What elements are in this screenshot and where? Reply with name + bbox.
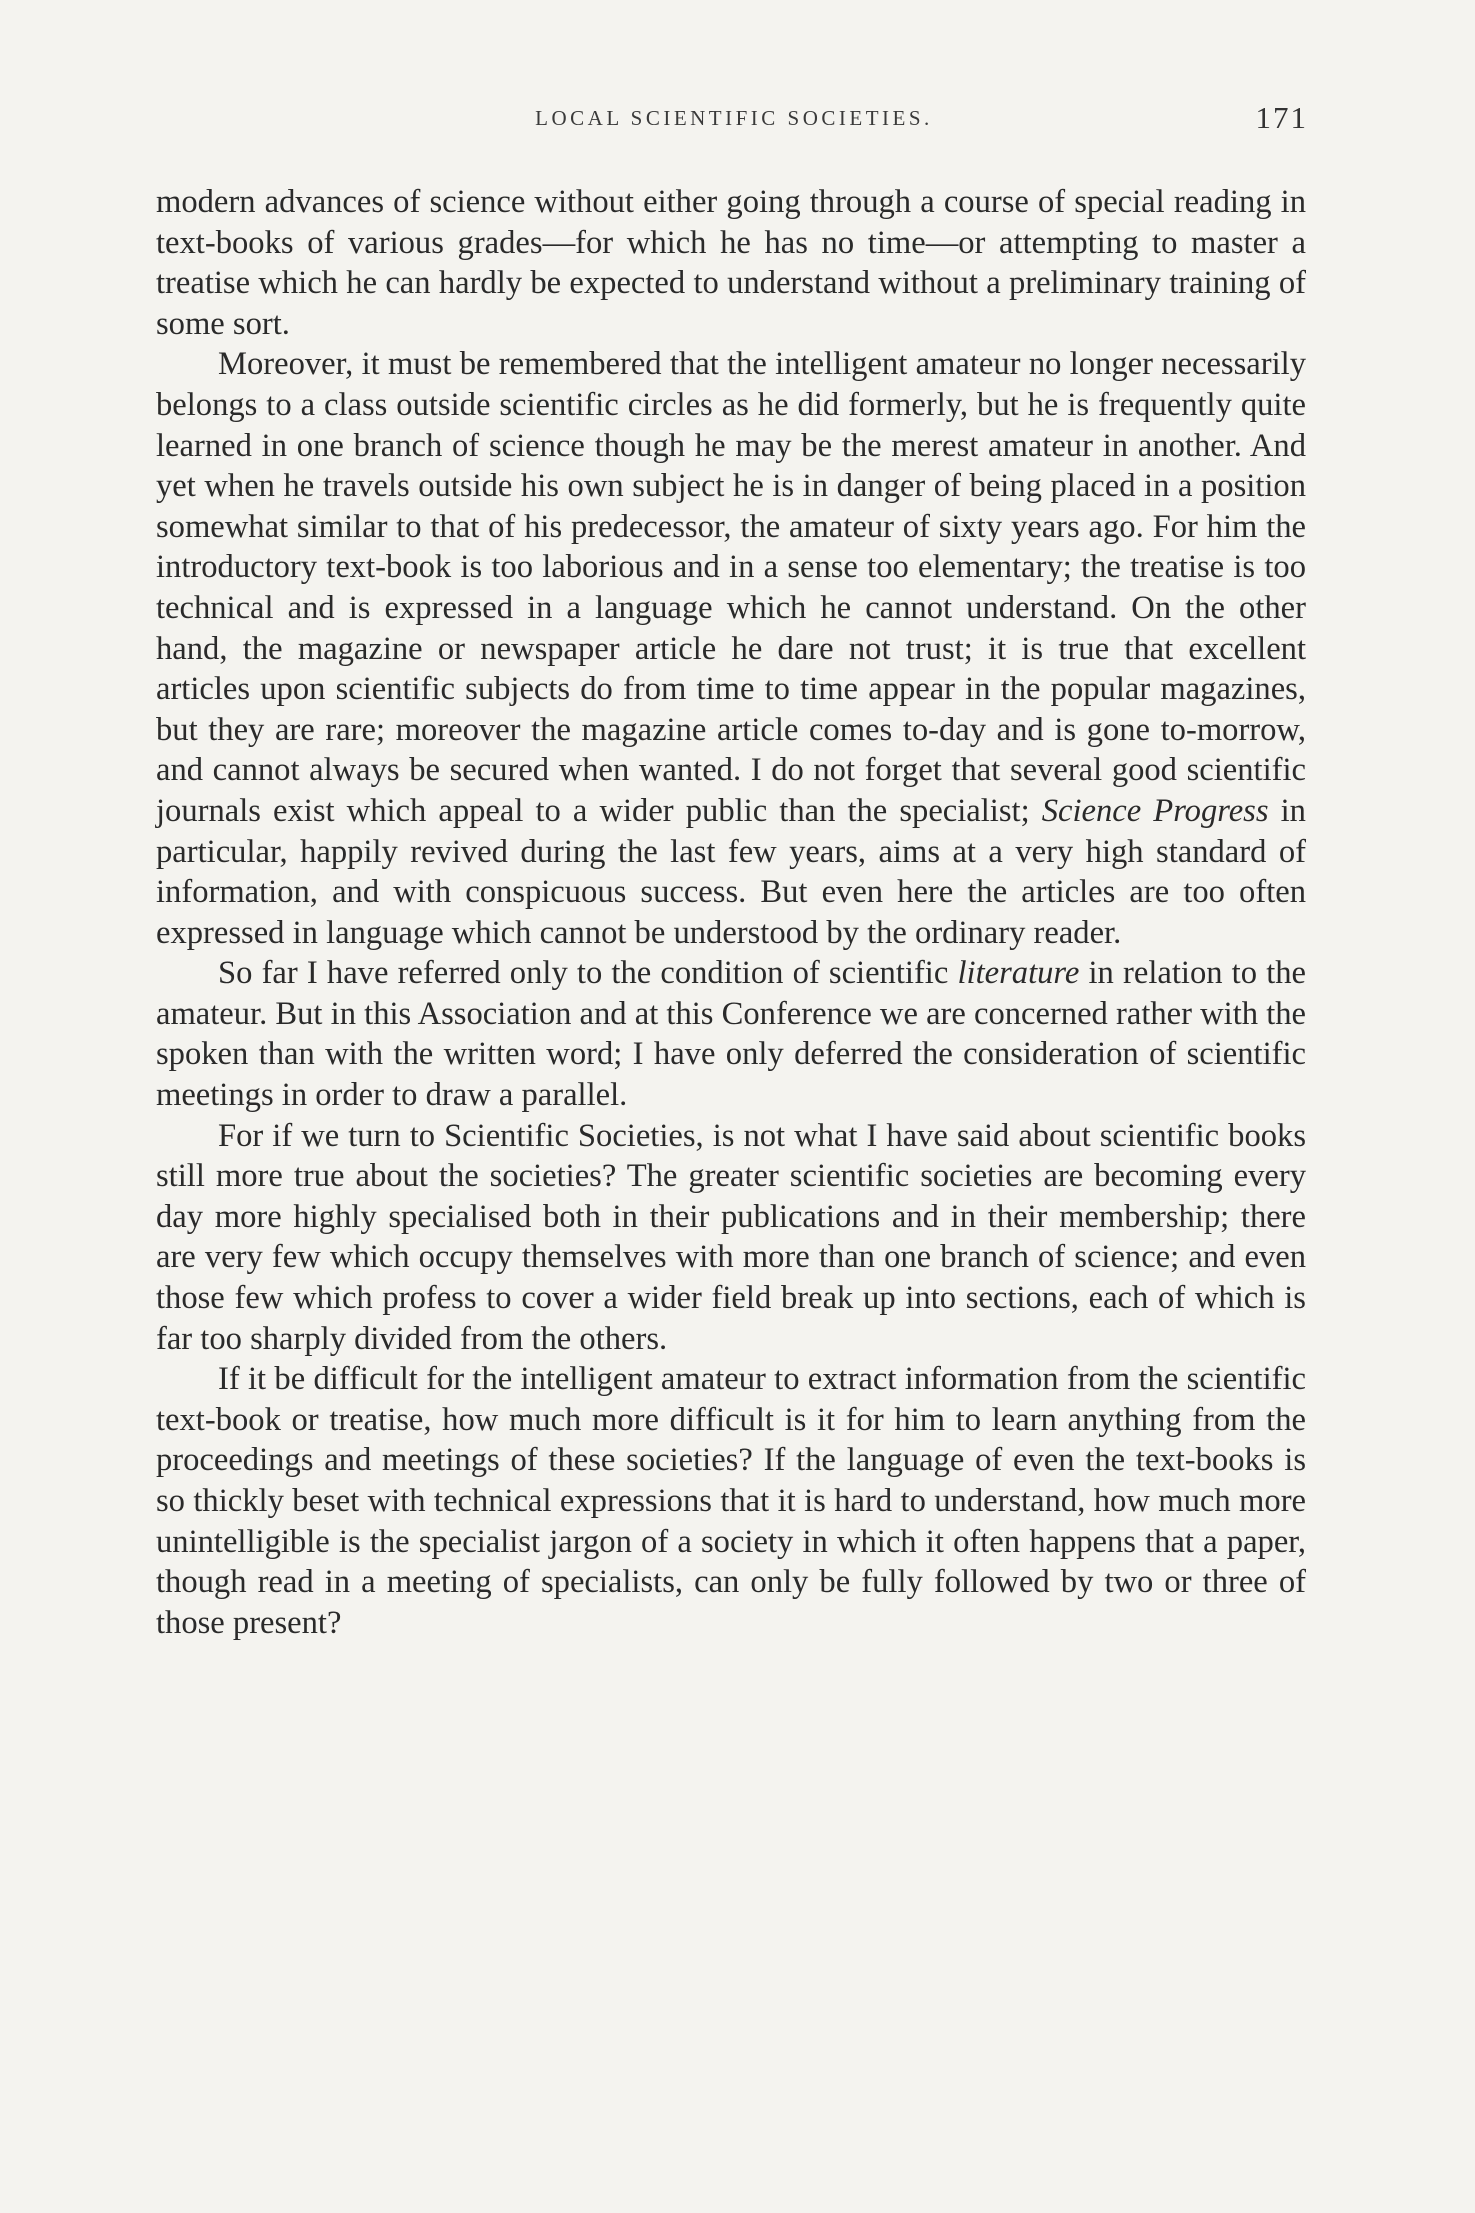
paragraph-difficulty: [156, 1359, 1306, 1643]
paragraph-text: in particular, happily revived during the last few years, aims at a very high standard of information, and with conspicuous success. But even here the articles are too often expressed in language which cannot be understood by the ordinary reader.: [156, 792, 1306, 951]
paragraph-literature: [156, 953, 1306, 1115]
paragraph-amateur: [156, 344, 1306, 953]
page-number: 171: [1255, 100, 1308, 135]
paragraph-text: For if we turn to Scientific Societies, is not what I have said about scientific books still more true about the societies? The greater scientific societies are becoming every day more highly specialised both in their publications and in their membership; there are very few which occupy themselves with more than one branch of science; and even those few which profess to cover a wider field break up into sections, each of which is far too sharply divided from the others.: [156, 1117, 1306, 1357]
paragraph-societies: [156, 1116, 1306, 1360]
body-text: [156, 182, 1306, 1643]
paragraph-text: Moreover, it must be remembered that the intelligent amateur no longer necessarily belongs to a class outside scientific circles as he did formerly, but he is frequently quite learned in one branch of science though he may be the merest amateur in another. And yet when he travels outside his own subject he is in danger of being placed in a position somewhat similar to that of his predecessor, the amateur of sixty years ago. For him the introductory text-book is too laborious and in a sense too elementary; the treatise is too technical and is expressed in a language which he cannot understand. On the other hand, the magazine or newspaper article he dare not trust; it is true that excellent articles upon scientific subjects do from time to time appear in the popular magazines, but they are rare; moreover the magazine article comes to-day and is gone to-morrow, and cannot always be secured when wanted. I do not forget that several good scientific journals exist which appeal to a wider public than the specialist;: [156, 346, 1306, 829]
paragraph-continuation: [156, 182, 1306, 344]
paragraph-text: If it be difficult for the intelligent amateur to extract information from the scientific text-book or treatise, how much more difficult is it for him to learn anything from the proceedings and meetings of these societies? If the language of even the text-books is so thickly beset with technical expressions that it is hard to understand, how much more unintelligible is the specialist jargon of a society in which it often happens that a paper, though read in a meeting of specialists, can only be fully followed by two or three of those present?: [156, 1361, 1306, 1641]
running-head: [160, 100, 1308, 140]
paragraph-text: So far I have referred only to the condition of scientific: [218, 955, 958, 992]
journal-title: Science Progress: [1041, 792, 1269, 829]
paragraph-text: in relation to the amateur. But in this Association and at this Conference we are concerned rather with the spoken than with the written word; I have only deferred the consideration of scientific meetings in order to draw a parallel.: [156, 955, 1306, 1114]
emphasis-literature: literature: [957, 955, 1080, 992]
paragraph-text: modern advances of science without either going through a course of special reading in text-books of various grades—for which he has no time—or attempting to master a treatise which he can hardly be expected to understand without a preliminary training of some sort.: [156, 184, 1306, 342]
running-title: LOCAL SCIENTIFIC SOCIETIES.: [535, 106, 933, 130]
